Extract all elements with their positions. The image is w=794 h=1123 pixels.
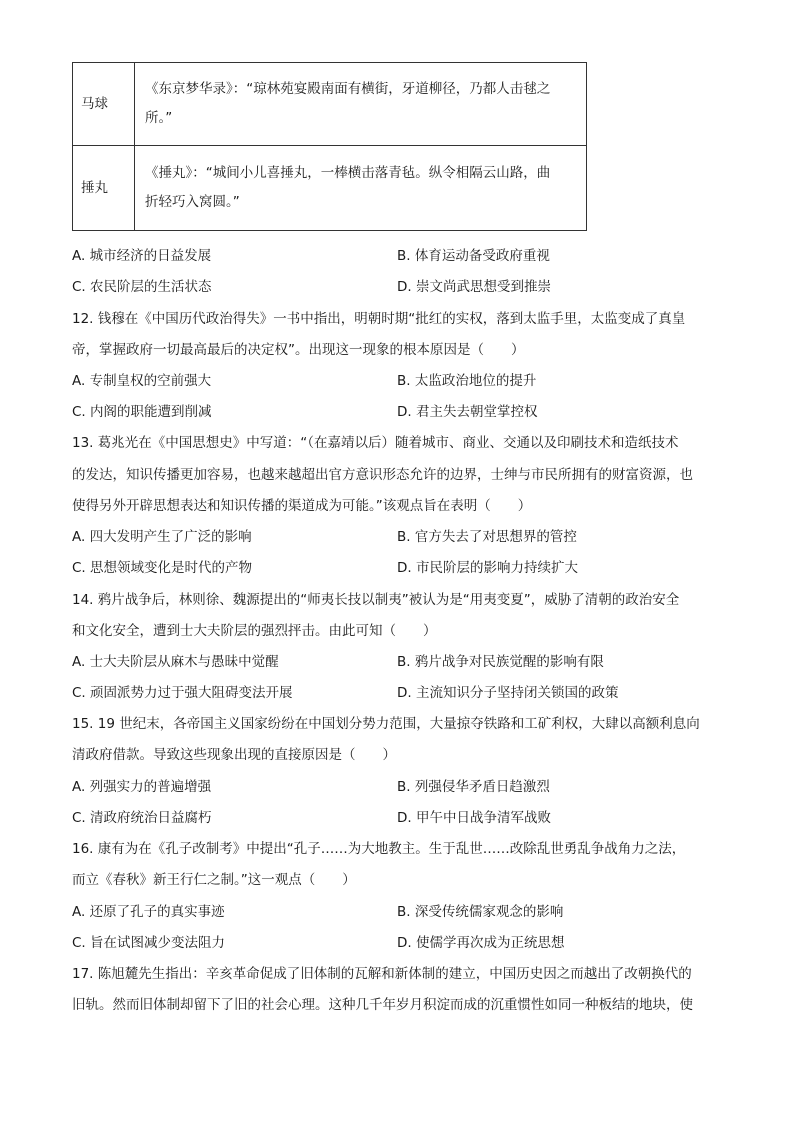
q13-option-b: B. 官方失去了对思想界的管控 xyxy=(397,529,577,545)
q17-stem-line: 旧轨。然而旧体制却留下了旧的社会心理。这种几千年岁月积淀而成的沉重惯性如同一种板结的地块，使 xyxy=(72,997,693,1013)
table-text-line: 所。” xyxy=(145,110,173,126)
q16-option-d: D. 使儒学再次成为正统思想 xyxy=(397,935,565,951)
table-row xyxy=(73,63,587,146)
q15-option-d: D. 甲午中日战争清军战败 xyxy=(397,810,551,826)
q11-option-d: D. 崇文尚武思想受到推崇 xyxy=(397,279,551,295)
q12-option-b: B. 太监政治地位的提升 xyxy=(397,373,537,389)
q15-option-c: C. 清政府统治日益腐朽 xyxy=(72,810,212,826)
q15-stem-line: 清政府借款。导致这些现象出现的直接原因是（ ） xyxy=(72,747,396,763)
q11-option-c: C. 农民阶层的生活状态 xyxy=(72,279,212,295)
table-text-line: 折轻巧入窝圆。” xyxy=(145,194,240,210)
table-cell-text xyxy=(135,146,587,231)
q16-stem-line: 16. 康有为在《孔子改制考》中提出“孔子……为大地教主。生于乱世……改除乱世勇乱争战角力之法， xyxy=(72,841,686,857)
q13-stem-line: 使得另外开辟思想表达和知识传播的渠道成为可能。”该观点旨在表明（ ） xyxy=(72,498,532,514)
q12-option-a: A. 专制皇权的空前强大 xyxy=(72,373,212,389)
q15-stem-line: 15. 19 世纪末，各帝国主义国家纷纷在中国划分势力范围，大量掠夺铁路和工矿利权，大肆以高额利息向 xyxy=(72,716,700,732)
q14-stem-line: 和文化安全，遭到士大夫阶层的强烈抨击。由此可知（ ） xyxy=(72,623,437,639)
q16-option-a: A. 还原了孔子的真实事迹 xyxy=(72,904,225,920)
q15-option-b: B. 列强侵华矛盾日趋激烈 xyxy=(397,779,550,795)
q14-option-d: D. 主流知识分子坚持闭关锁国的政策 xyxy=(397,685,619,701)
q12-stem-line: 12. 钱穆在《中国历代政治得失》一书中指出，明朝时期“批红的实权，落到太监手里，太监变成了真皇 xyxy=(72,311,686,327)
q14-option-b: B. 鸦片战争对民族觉醒的影响有限 xyxy=(397,654,604,670)
table-text-line: 《东京梦华录》：“琼林苑宴殿南面有横街，牙道柳径，乃都人击毬之 xyxy=(145,81,551,97)
q13-option-a: A. 四大发明产生了广泛的影响 xyxy=(72,529,252,545)
q12-option-c: C. 内阁的职能遭到削减 xyxy=(72,404,212,420)
q14-option-c: C. 顽固派势力过于强大阻碍变法开展 xyxy=(72,685,293,701)
q13-stem-line: 的发达，知识传播更加容易，也越来越超出官方意识形态允许的边界，士绅与市民所拥有的财富资源，也 xyxy=(72,467,693,483)
q11-option-a: A. 城市经济的日益发展 xyxy=(72,248,212,264)
table-cell-name: 马球 xyxy=(73,63,135,146)
q14-option-a: A. 士大夫阶层从麻木与愚昧中觉醒 xyxy=(72,654,279,670)
q16-option-c: C. 旨在试图减少变法阻力 xyxy=(72,935,226,951)
table-cell-text xyxy=(135,63,587,146)
q12-stem-line: 帝，掌握政府一切最高最后的决定权”。出现这一现象的根本原因是（ ） xyxy=(72,342,525,358)
q12-option-d: D. 君主失去朝堂掌控权 xyxy=(397,404,538,420)
q13-stem-line: 13. 葛兆光在《中国思想史》中写道：“（在嘉靖以后）随着城市、商业、交通以及印刷技术和造纸技术 xyxy=(72,435,679,451)
q15-option-a: A. 列强实力的普遍增强 xyxy=(72,779,212,795)
q14-stem-line: 14. 鸦片战争后，林则徐、魏源提出的“师夷长技以制夷”被认为是“用夷变夏”，威胁了清朝的政治安全 xyxy=(72,592,680,608)
table-row xyxy=(73,146,587,231)
sports-table xyxy=(72,62,587,231)
table-text-line: 《捶丸》：“城间小儿喜捶丸，一棒横击落青毡。纵令相隔云山路，曲 xyxy=(145,165,551,181)
q13-option-d: D. 市民阶层的影响力持续扩大 xyxy=(397,560,578,576)
table-cell-name: 捶丸 xyxy=(73,146,135,231)
q16-option-b: B. 深受传统儒家观念的影响 xyxy=(397,904,564,920)
q11-option-b: B. 体育运动备受政府重视 xyxy=(397,248,550,264)
q13-option-c: C. 思想领域变化是时代的产物 xyxy=(72,560,253,576)
q16-stem-line: 而立《春秋》新王行仁之制。”这一观点（ ） xyxy=(72,872,356,888)
q17-stem-line: 17. 陈旭麓先生指出：辛亥革命促成了旧体制的瓦解和新体制的建立，中国历史因之而越出了改朝换代的 xyxy=(72,966,692,982)
